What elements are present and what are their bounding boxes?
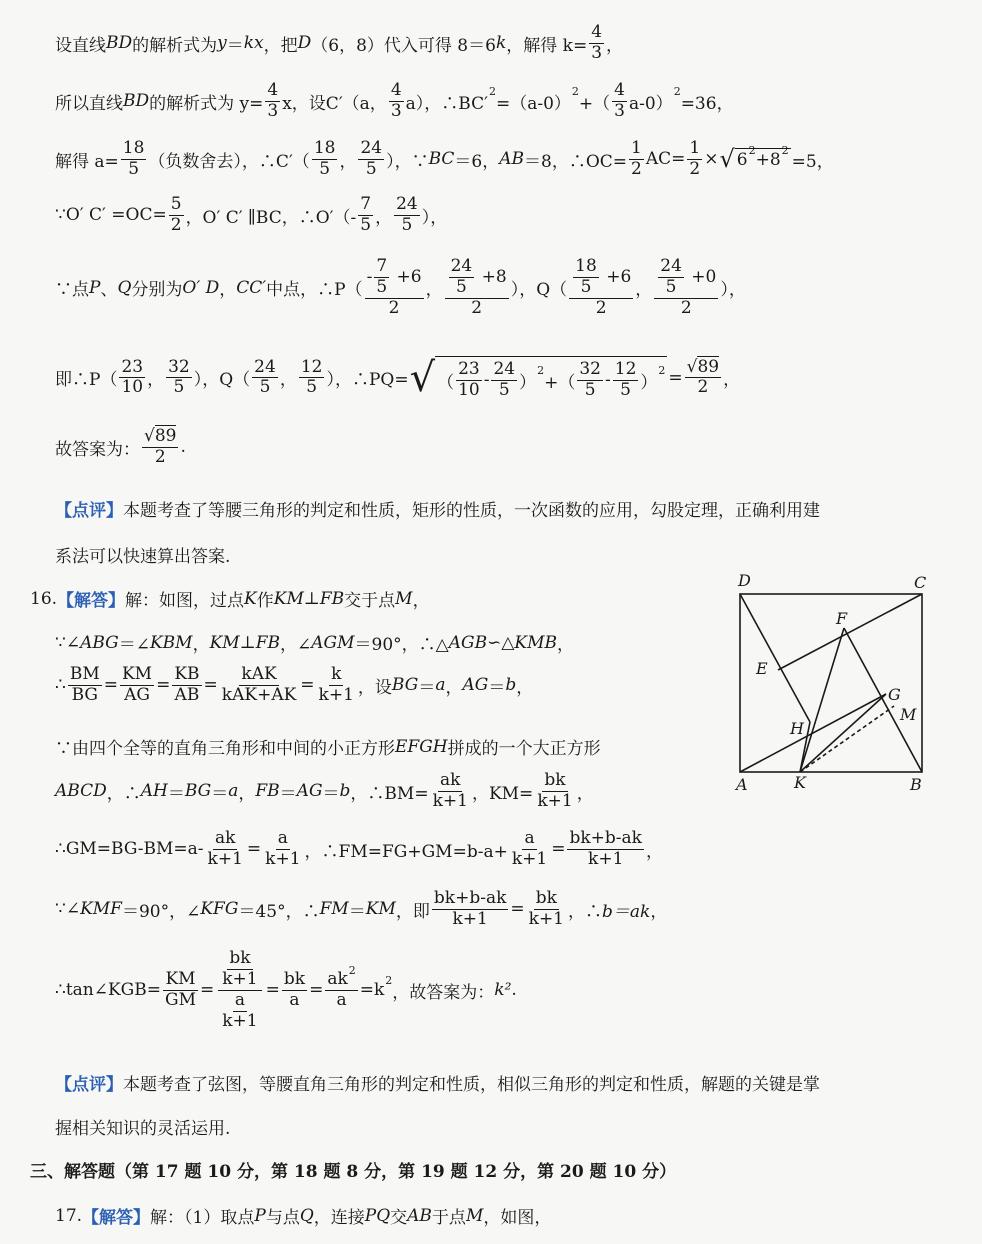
text: ），∵ <box>386 151 429 172</box>
text: KBM <box>149 632 193 653</box>
text: ∽△ <box>487 632 515 653</box>
solution-line-13 <box>55 734 601 759</box>
solution-line-17: ∴tan∠KGB= $\frac{KM}{GM}$ = $\frac{\frac{bk}{k+1}}{\frac{a}{k+1}}$ = $\frac{bk}{a}$ = $\frac{ak^2}{a}$ =k 2 ，故答案为： k² . <box>55 948 517 1031</box>
text: a-0） <box>628 93 673 114</box>
text: AB <box>499 149 525 170</box>
text: K <box>244 588 257 609</box>
text: 即∴P（ <box>55 370 118 391</box>
text: AGM <box>311 632 355 653</box>
text: ∴GM=BG-BM=a- <box>55 839 204 860</box>
text: ， <box>723 370 741 391</box>
text: ， <box>219 280 237 301</box>
text: BD <box>106 33 133 54</box>
text: O′ D <box>182 277 220 298</box>
geometry-figure <box>728 572 938 794</box>
square-root: √ 6 2 +8 2 <box>719 143 789 174</box>
fraction: $\frac{BM}{BG}$ <box>69 664 100 705</box>
fraction: $\frac{1}{2}$ <box>689 138 701 179</box>
text: CC′ <box>236 277 267 298</box>
text: P <box>89 277 101 298</box>
text: BG <box>391 675 419 696</box>
segment-fb <box>844 628 922 772</box>
text: ，把 <box>263 35 298 56</box>
text: AGB <box>448 632 488 653</box>
fraction: $\frac{bk}{k+1}$ <box>537 770 573 811</box>
text: D <box>297 33 312 54</box>
text: ＝90°，∴△ <box>354 635 449 655</box>
solution-line-11 <box>55 630 574 655</box>
text: 、 <box>100 280 118 301</box>
text: ）， <box>421 207 448 228</box>
fraction: $\frac{√89}{2}$ <box>144 426 177 467</box>
label-g: G <box>888 685 901 704</box>
fraction: $\frac{k}{k+1}$ <box>318 664 354 705</box>
text: 的解析式为 y= <box>149 93 264 114</box>
text: KMB <box>514 632 558 653</box>
label-e: E <box>756 659 768 678</box>
fraction: $\frac{ak^2}{a}$ <box>327 963 356 1010</box>
solution-line-15: ∴GM=BG-BM=a- $\frac{ak}{k+1}$ = $\frac{a}{k+1}$ ，∴FM=FG+GM=b-a+ $\frac{a}{k+1}$ = $\frac{bk+b-ak}{k+1}$ ， <box>55 828 663 869</box>
text: ＝6， <box>454 151 500 172</box>
solution-line-2 <box>55 82 734 121</box>
segment-cf <box>778 594 922 670</box>
text: M <box>395 588 413 609</box>
problem-17-header: 17. 【解答】 解：（1）取点 P 与点 Q ，连接 PQ 交 AB 于点 M ，如图， <box>55 1203 551 1228</box>
segment-fk <box>800 628 844 772</box>
fraction: $\frac{18}{5}$ <box>313 138 336 179</box>
text: （6，8）代入可得 8＝6 <box>311 35 496 56</box>
text: ＝8，∴OC= <box>524 151 628 172</box>
text: 的解析式为 <box>132 35 218 56</box>
text: ABCD <box>55 781 107 802</box>
text: 三、解答题（第 17 题 10 分，第 18 题 8 分，第 19 题 12 分，第 20 题 10 分） <box>30 1162 677 1182</box>
answer-tag: 【解答】 <box>57 591 126 611</box>
text: ∵∠ <box>55 632 81 653</box>
text: ， <box>412 591 430 611</box>
comment-line-1 <box>55 496 820 521</box>
fraction: $\frac{bk+b-ak}{k+1}$ <box>433 888 507 929</box>
text: y <box>217 33 227 54</box>
answer-tag: 【解答】 <box>82 1208 151 1228</box>
compound-fraction: $\frac{24}{5}$ +8 2 <box>445 258 509 318</box>
text: ∴tan∠KGB= <box>55 980 161 1001</box>
fraction: $\frac{\text{kAK}}{\text{kAK+AK}}$ <box>221 664 297 705</box>
fraction: $\frac{4}{3}$ <box>591 22 603 63</box>
label-c: C <box>914 573 927 592</box>
fraction: $\frac{bk}{a}$ <box>283 968 306 1010</box>
text: 分别为 <box>131 280 183 301</box>
fraction: $\frac{7}{5}$ <box>360 194 372 235</box>
fraction: $\frac{√89}{2}$ <box>686 356 720 398</box>
comment-line-3 <box>55 1070 820 1095</box>
exponent: 2 <box>571 84 579 98</box>
fraction: $\frac{24}{5}$ <box>396 194 418 235</box>
square-abcd <box>740 594 922 772</box>
exponent: 2 <box>488 84 496 98</box>
fraction: $\frac{12}{5}$ <box>300 356 323 398</box>
text: ， <box>635 280 653 301</box>
text: . <box>180 437 186 458</box>
text: （负数舍去），∴C′（ <box>148 151 310 172</box>
problem-number: 17. <box>55 1205 83 1226</box>
text: ∵点 <box>55 280 89 301</box>
text: ），∴PQ= <box>326 370 409 391</box>
exponent: 2 <box>673 84 681 98</box>
label-k: K <box>794 773 806 792</box>
text: 作 <box>256 591 274 611</box>
fraction: $\frac{5}{2}$ <box>170 194 182 235</box>
fraction: $\frac{a}{k+1}$ <box>265 828 301 869</box>
text: KM⊥FB <box>209 632 280 653</box>
fraction: $\frac{bk}{k+1}$ <box>528 888 565 929</box>
text: ，∠ <box>279 635 312 655</box>
text: BD <box>123 91 150 112</box>
text: +（ <box>578 93 611 114</box>
fraction: $\frac{KB}{AB}$ <box>174 664 200 705</box>
label-m: M <box>900 705 917 724</box>
text: AC= <box>645 149 686 170</box>
label-d: D <box>738 572 751 590</box>
text: 解得 a= <box>55 151 119 172</box>
fraction: $\frac{24}{5}$ <box>254 356 276 398</box>
text: =36， <box>680 93 734 114</box>
text: ， <box>606 35 624 56</box>
text: ， <box>425 280 443 301</box>
comment-line-2 <box>55 542 230 567</box>
fraction: $\frac{4}{3}$ <box>614 80 625 121</box>
text: a），∴BC′ <box>405 93 488 114</box>
text: Q <box>117 277 132 298</box>
text: 系法可以快速算出答案. <box>55 547 231 567</box>
fraction: $\frac{bk+b-ak}{k+1}$ <box>569 828 642 869</box>
fraction: $\frac{24}{5}$ <box>360 138 383 179</box>
text: =5， <box>791 151 834 172</box>
text: 本题考查了弦图，等腰直角三角形的判定和性质，相似三角形的判定和性质，解题的关键是掌 <box>123 1075 820 1095</box>
text: x，设C′（a， <box>282 93 387 114</box>
text: kx <box>243 33 264 54</box>
label-f: F <box>836 609 848 628</box>
text: ∵由四个全等的直角三角形和中间的小正方形 <box>55 739 395 759</box>
fraction: $\frac{ak}{k+1}$ <box>432 770 468 811</box>
fraction: $\frac{18}{5}$ <box>122 138 145 179</box>
segment-km <box>800 706 894 772</box>
text: ABG <box>80 632 119 653</box>
text: ＝∠ <box>118 635 150 655</box>
text: k <box>495 33 507 54</box>
square-root: √ （ $\frac{23}{10}$ - $\frac{24}{5}$ ） 2 +（ $\frac{32}{5}$ - $\frac{12}{5}$ ） 2 <box>409 354 666 401</box>
text: × <box>704 149 719 170</box>
solution-line-1 <box>55 24 623 63</box>
solution-line-4 <box>55 196 447 235</box>
text: ， <box>192 635 210 655</box>
text: 中点，∴P（ <box>266 280 363 301</box>
text: 所以直线 <box>55 93 123 114</box>
solution-line-5 <box>55 258 746 318</box>
text: 设直线 <box>55 35 106 56</box>
text: 握相关知识的灵活运用. <box>55 1119 231 1139</box>
comment-tag: 【点评】 <box>55 1075 123 1095</box>
text: ），Q（ <box>510 280 568 301</box>
fraction: $\frac{ak}{k+1}$ <box>207 828 243 869</box>
problem-16-header <box>30 586 430 611</box>
solution-line-3 <box>55 140 834 179</box>
fraction: $\frac{KM}{AG}$ <box>121 664 153 705</box>
section-heading <box>30 1157 676 1182</box>
text: ＝ <box>226 35 244 56</box>
comment-tag: 【点评】 <box>55 501 123 521</box>
text: 拼成的一个大正方形 <box>447 739 601 759</box>
text: ， <box>279 370 297 391</box>
text: ）， <box>720 280 746 301</box>
fraction: $\frac{32}{5}$ <box>168 356 190 398</box>
compound-fraction: $\frac{24}{5}$ +0 2 <box>654 258 718 318</box>
solution-line-12: ∴ $\frac{BM}{BG}$ = $\frac{KM}{AG}$ = $\frac{KB}{AB}$ = $\frac{\text{kAK}}{\text{kAK+AK}}$ = $\frac{k}{k+1}$ ，设 BG ＝ a ， AG ＝ b ， <box>55 664 534 705</box>
text: ∵∠ <box>55 899 81 920</box>
text: ，解得 k= <box>506 35 588 56</box>
text: ∴ <box>55 675 66 696</box>
problem-number: 16. <box>30 588 58 609</box>
text: 本题考查了等腰三角形的判定和性质，矩形的性质，一次函数的应用，勾股定理，正确利用建 <box>123 501 820 521</box>
solution-line-7 <box>55 428 186 467</box>
text: ，O′ C′ ∥BC，∴O′（- <box>185 207 357 228</box>
label-b: B <box>910 775 922 794</box>
solution-line-16: ∵∠ KMF ＝90°，∠ KFG ＝45°，∴ FM ＝ KM ，即 $\frac{bk+b-ak}{k+1}$ = $\frac{bk}{k+1}$ ，∴ b＝ak ， <box>55 888 668 929</box>
text: = <box>668 367 683 388</box>
fraction: $\frac{4}{3}$ <box>390 80 402 121</box>
compound-fraction: $\frac{18}{5}$ +6 2 <box>569 258 633 318</box>
text: ），Q（ <box>193 370 251 391</box>
text: ， <box>339 151 357 172</box>
text: 解：如图，过点 <box>125 591 245 611</box>
comment-line-4 <box>55 1114 230 1139</box>
fraction: $\frac{23}{10}$ <box>121 356 144 398</box>
text: ∵O′ C′ =OC= <box>55 205 167 226</box>
text: ， <box>557 635 575 655</box>
fraction: $\frac{1}{2}$ <box>631 138 642 179</box>
fraction: $\frac{4}{3}$ <box>267 80 279 121</box>
text: ， <box>147 370 165 391</box>
label-a: A <box>736 775 748 794</box>
text: BC <box>428 149 455 170</box>
text: 故答案为： <box>55 439 140 460</box>
fraction: $\frac{KM}{GM}$ <box>165 968 196 1010</box>
text: EFGH <box>395 736 448 757</box>
solution-line-14: ABCD ，∴ AH ＝ BG ＝ a ， FB ＝ AG ＝ b ，∴BM= $\frac{ak}{k+1}$ ，KM= $\frac{bk}{k+1}$ ， <box>55 770 594 811</box>
label-h: H <box>790 719 804 738</box>
text: ， <box>375 207 393 228</box>
text: ，设 <box>357 677 392 698</box>
text: 交于点 <box>344 591 396 611</box>
complex-fraction: $\frac{\frac{bk}{k+1}}{\frac{a}{k+1}}$ <box>216 950 263 1030</box>
text: =（a-0） <box>495 93 571 114</box>
solution-line-6 <box>55 356 740 400</box>
text: KM⊥FB <box>273 588 345 609</box>
fraction: $\frac{a}{k+1}$ <box>511 828 548 869</box>
compound-fraction: - $\frac{7}{5}$ +6 2 <box>366 256 422 318</box>
